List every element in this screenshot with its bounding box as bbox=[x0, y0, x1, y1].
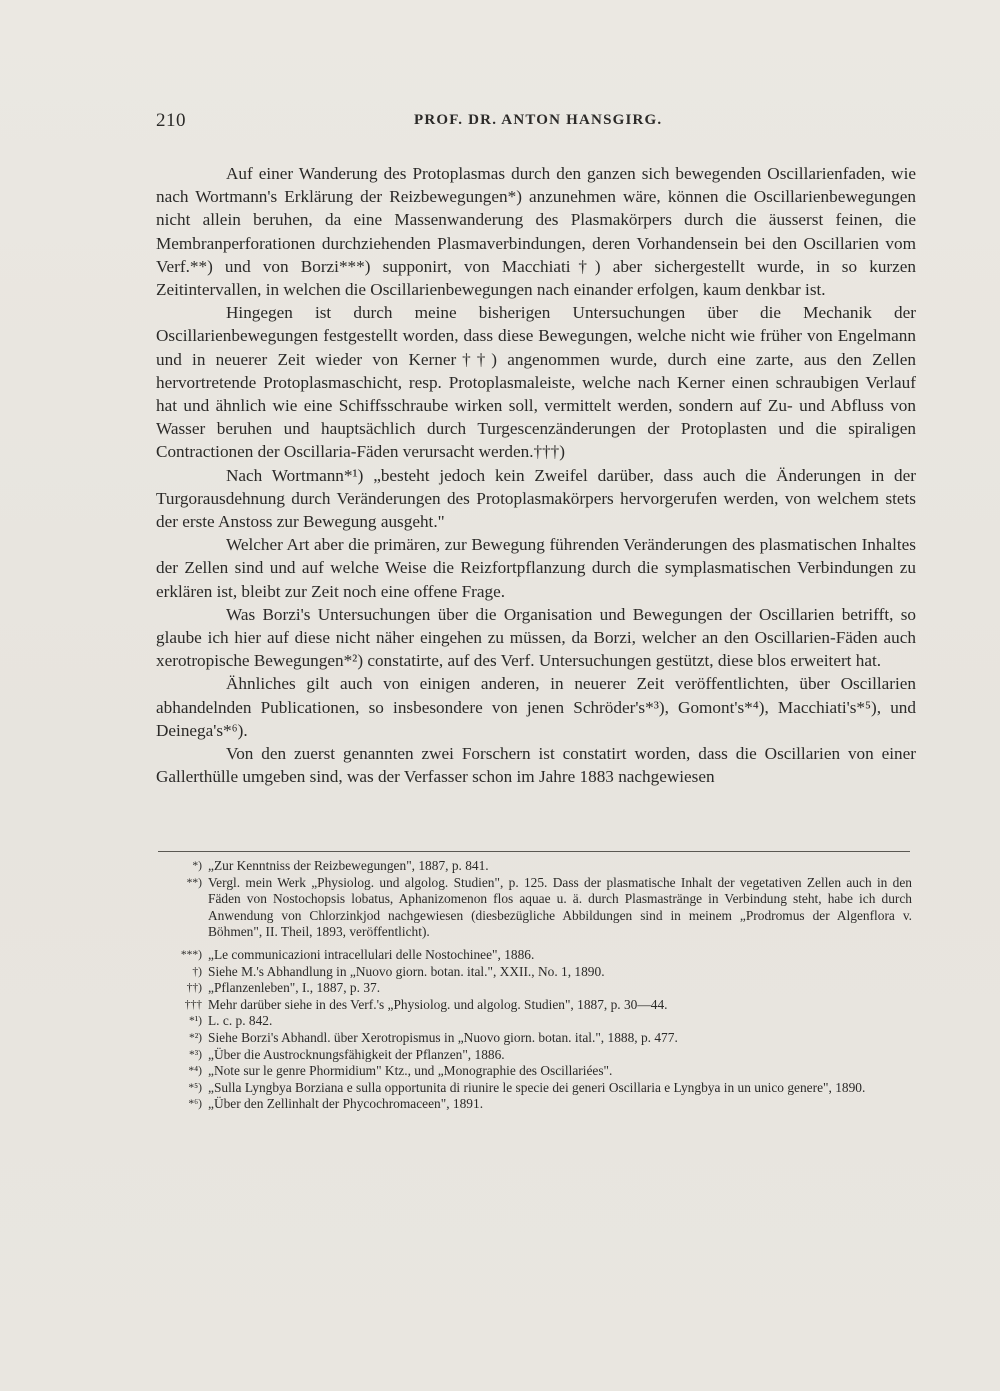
paragraph: Auf einer Wanderung des Protoplasmas durch den ganzen sich bewegenden Oscillarienfaden, wie nach Wortmann's Erklärung der Reizbewegungen*) anzunehmen wäre, können die Oscillarienbewegungen nicht allein beruhen, da eine Massenwanderung des Plasmakörpers durch die äusserst feinen, die Membranperforationen durchziehenden Plasmaverbindungen, deren Vorhandensein bei den Oscillarien vom Verf.**) und von Borzi***) supponirt, von Macchiati†) aber sichergestellt wurde, in so kurzen Zeitintervallen, in welchen die Oscillarienbewegungen nach einander erfolgen, kaum denkbar ist. bbox=[156, 164, 916, 300]
footnote bbox=[160, 858, 912, 875]
paragraph: Welcher Art aber die primären, zur Bewegung führenden Veränderungen des plasmatischen Inhaltes der Zellen sind und auf welche Weise die Reizfortpflanzung durch die symplasmatischen Verbindungen zu erklären ist, bleibt zur Zeit noch eine offene Frage. bbox=[156, 535, 916, 601]
footnotes bbox=[160, 858, 912, 1113]
footnote-text: „Pflanzenleben", I., 1887, p. 37. bbox=[208, 980, 381, 996]
footnote-mark: **) bbox=[186, 876, 202, 889]
footnote bbox=[160, 1030, 912, 1047]
footnote-text: „Über den Zellinhalt der Phycochromaceen", 1891. bbox=[208, 1096, 484, 1112]
running-title: PROF. DR. ANTON HANSGIRG. bbox=[414, 112, 663, 128]
footnote-mark: *³) bbox=[188, 1048, 202, 1061]
footnote-mark: ***) bbox=[180, 948, 202, 961]
footnote-text: Siehe Borzi's Abhandl. über Xerotropismus in „Nuovo giorn. botan. ital.", 1888, p. 477. bbox=[208, 1029, 678, 1045]
paragraph: Nach Wortmann*¹) „besteht jedoch kein Zweifel darüber, dass auch die Änderungen in der Turgorausdehnung durch Veränderungen des Protoplasmakörpers hervorgerufen werden, von welchem stets der erste Anstoss zur Bewegung ausgeht." bbox=[156, 465, 916, 532]
paragraph: Was Borzi's Untersuchungen über die Organisation und Bewegungen der Oscillarien betrifft, so glaube ich hier auf diese nicht näher eingehen zu müssen, da Borzi, welcher an den Oscillarien-Fäden auch xerotropische Bewegungen*²) constatirte, auf des Verf. Untersuchungen gestützt, diese blos erweitert hat. bbox=[156, 604, 916, 671]
footnote bbox=[160, 1047, 912, 1064]
footnote-mark: *) bbox=[192, 860, 202, 872]
footnote bbox=[160, 1080, 912, 1097]
footnote-text: Mehr darüber siehe in des Verf.'s „Physiolog. und algolog. Studien", 1887, p. 30—44. bbox=[208, 996, 668, 1012]
footnote-text: „Über die Austrocknungsfähigkeit der Pflanzen", 1886. bbox=[208, 1046, 505, 1062]
footnote-mark: ††† bbox=[184, 998, 202, 1011]
paragraph: Hingegen ist durch meine bisherigen Untersuchungen über die Mechanik der Oscillarienbewegungen festgestellt worden, dass diese Bewegungen, welche nicht wie früher von Engelmann und in neuerer Zeit wieder von Kerner††) angenommen wurde, durch eine zarte, aus den Zellen hervortretende Protoplasmaschicht, resp. Protoplasmaleiste, welche nach Kerner einen schraubigen Verlauf hat und ähnlich wie eine Schiffsschraube wirken soll, vermittelt werden, sondern auf Zu- und Abfluss von Wasser beruhen und hauptsächlich durch Turgescenzänderungen der Protoplasten und die spiraligen Contractionen der Oscillaria-Fäden verursacht werden.†††) bbox=[156, 303, 916, 462]
footnote-text: „Le communicazioni intracellulari delle Nostochinee", 1886. bbox=[208, 946, 535, 962]
body-text bbox=[156, 162, 916, 788]
footnote-text: „Note sur le genre Phormidium" Ktz., und „Monographie des Oscillariées". bbox=[208, 1063, 613, 1079]
footnote bbox=[160, 947, 912, 964]
page-header bbox=[156, 110, 916, 136]
footnote-mark: *¹) bbox=[188, 1015, 202, 1028]
footnote-mark: ††) bbox=[186, 982, 202, 995]
footnote-mark: *⁴) bbox=[188, 1065, 202, 1078]
footnote-text: „Sulla Lyngbya Borziana e sulla opportunita di riunire le specie dei generi Oscillaria e Lyngbya in un unico genere", 1890. bbox=[208, 1079, 866, 1095]
paragraph: Ähnliches gilt auch von einigen anderen, in neuerer Zeit veröffentlichten, über Oscillarien abhandelnden Publicationen, so insbesondere von jenen Schröder's*³), Gomont's*⁴), Macchiati's*⁵), und Deinega's*⁶). bbox=[156, 674, 916, 740]
footnote bbox=[160, 875, 912, 941]
paragraph: Von den zuerst genannten zwei Forschern ist constatirt worden, dass die Oscillarien von einer Gallerthülle umgeben sind, was der Verfasser schon im Jahre 1883 nachgewiesen bbox=[156, 744, 916, 787]
footnote-text: Vergl. mein Werk „Physiolog. und algolog. Studien", p. 125. Dass der plasmatische Inhalt der vegetativen Zellen auch in den Fäden von Nostochopsis lobatus, Aphanizomenon flos aquae u. ä. durch Plasmastränge in Verbindung steht, habe ich durch Anwendung von Chlorzinkjod nachgewiesen (diesbezügliche Abbildungen sind in meinem „Prodromus der Algenflora v. Böhmen", II. Theil, 1893, veröffentlicht). bbox=[208, 874, 912, 940]
footnote-text: Siehe M.'s Abhandlung in „Nuovo giorn. botan. ital.", XXII., No. 1, 1890. bbox=[208, 963, 605, 979]
footnote-mark: †) bbox=[192, 965, 202, 978]
footnote-text: L. c. p. 842. bbox=[208, 1013, 273, 1029]
page-number: 210 bbox=[156, 110, 186, 131]
footnote-mark: *⁶) bbox=[188, 1098, 202, 1111]
footnote bbox=[160, 964, 912, 981]
footnote-mark: *⁵) bbox=[188, 1081, 202, 1094]
footnote bbox=[160, 997, 912, 1014]
footnote-mark: *²) bbox=[188, 1031, 202, 1044]
footnote-divider bbox=[158, 851, 910, 852]
footnote bbox=[160, 1013, 912, 1030]
footnote bbox=[160, 1096, 912, 1113]
footnote bbox=[160, 1063, 912, 1080]
footnote bbox=[160, 980, 912, 997]
footnote-text: „Zur Kenntniss der Reizbewegungen", 1887, p. 841. bbox=[208, 858, 489, 873]
